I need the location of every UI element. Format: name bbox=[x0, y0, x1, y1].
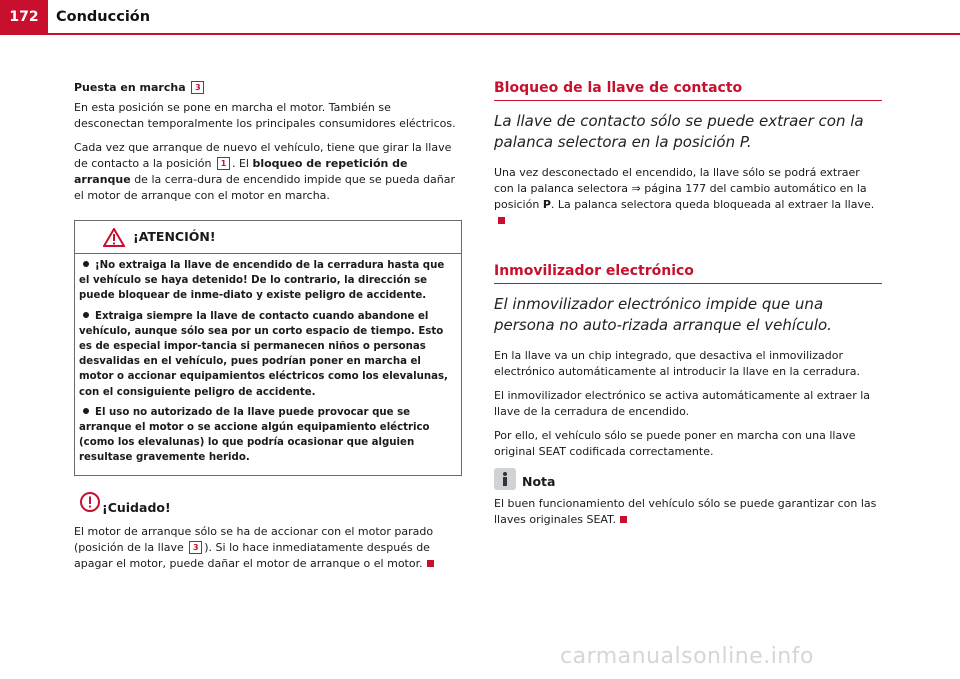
warning-item-text: ¡No extraiga la llave de encendido de la cerradura hasta que el vehículo se haya detenido! De lo contrario, la dirección se puede bloquear de inme-diato y existe peligro de accidente. bbox=[79, 260, 445, 302]
caution-header bbox=[74, 490, 462, 524]
left-column bbox=[74, 80, 462, 580]
position-marker: 3 bbox=[189, 541, 202, 554]
paragraph bbox=[74, 140, 462, 204]
note-header bbox=[494, 468, 882, 496]
warning-triangle-icon bbox=[103, 228, 125, 247]
text-run: El buen funcionamiento del vehículo sólo se puede garantizar con las llaves originales SEAT. bbox=[494, 497, 877, 526]
warning-item bbox=[79, 405, 457, 466]
header-rule bbox=[0, 33, 960, 35]
arrow-icon: ⇒ bbox=[631, 182, 641, 195]
warning-header bbox=[75, 221, 461, 254]
paragraph: En esta posición se pone en marcha el motor. También se desconectan temporalmente los principales consumidores eléctricos. bbox=[74, 101, 456, 130]
section-title: Bloqueo de la llave de contacto bbox=[494, 80, 882, 101]
caution-icon bbox=[80, 492, 100, 512]
section-label-text: Puesta en marcha bbox=[74, 81, 186, 94]
note-text bbox=[494, 496, 882, 528]
chapter-title: Conducción bbox=[56, 9, 151, 25]
position-marker: 1 bbox=[217, 157, 230, 170]
end-of-section-icon bbox=[427, 560, 434, 567]
text-run: Una vez desconectado el encendido, la llave sólo se podrá extraer con la palanca selectora bbox=[494, 166, 860, 195]
bullet-icon bbox=[83, 312, 89, 318]
warning-item-text: Extraiga siempre la llave de contacto cuando abandone el vehículo, aunque sólo sea por un corto espacio de tiempo. Esto es de especial impor-tancia si permanecen niños o personas desvalidas en el vehículo, pues podrían poner en marcha el motor o accionar equipamientos eléctricos como los elevalunas, con el consiguiente peligro de accidente. bbox=[79, 310, 448, 398]
warning-item bbox=[79, 309, 457, 400]
right-column bbox=[494, 80, 882, 536]
info-icon bbox=[494, 468, 516, 490]
bullet-icon bbox=[83, 408, 89, 414]
keyword: P bbox=[542, 198, 551, 211]
warning-body bbox=[75, 254, 461, 475]
paragraph: En la llave va un chip integrado, que desactiva el inmovilizador electrónico automáticamente al introducir la llave en la cerradura. bbox=[494, 349, 860, 378]
end-of-section-icon bbox=[498, 217, 505, 224]
warning-item bbox=[79, 258, 457, 304]
section-lead: El inmovilizador electrónico impide que una persona no auto-rizada arranque el vehículo. bbox=[494, 295, 832, 334]
watermark: carmanualsonline.info bbox=[560, 644, 814, 669]
section-title: Inmovilizador electrónico bbox=[494, 263, 882, 284]
page-number: 172 bbox=[0, 0, 48, 34]
paragraph: Por ello, el vehículo sólo se puede poner en marcha con una llave original SEAT codificada correctamente. bbox=[494, 429, 856, 458]
bullet-icon bbox=[83, 261, 89, 267]
paragraph bbox=[494, 165, 882, 229]
paragraph: El inmovilizador electrónico se activa automáticamente al extraer la llave de la cerradura de encendido. bbox=[494, 389, 871, 418]
position-marker: 3 bbox=[191, 81, 204, 94]
end-of-section-icon bbox=[620, 516, 627, 523]
text-run: de la cerra-dura de encendido impide que se pueda dañar el motor de arranque con el motor en marcha. bbox=[74, 173, 456, 202]
section-label-puesta bbox=[74, 80, 462, 96]
text-run: Cada vez que arranque de nuevo el vehículo, tiene que girar la llave de contacto a la posición bbox=[74, 141, 452, 170]
text-run: . El bbox=[231, 157, 249, 170]
section-lead: La llave de contacto sólo se puede extraer con la palanca selectora en la posición P. bbox=[494, 112, 864, 151]
text-run: El motor de arranque sólo se ha de accionar con el motor parado (posición de la llave bbox=[74, 524, 434, 554]
text-run: ). Si lo hace inmediatamente después de apagar el motor, puede dañar el motor de arranque o el motor. bbox=[74, 540, 430, 570]
warning-item-text: El uso no autorizado de la llave puede provocar que se arranque el motor o se accione algún equipamiento eléctrico (como los elevalunas) lo que podría ocasionar que alguien resultase gravemente herido. bbox=[79, 406, 430, 464]
keyword: bloqueo de repetición de arranque bbox=[74, 157, 408, 186]
warning-title: ¡ATENCIÓN! bbox=[133, 229, 216, 244]
page-reference[interactable]: página 177 del cambio automático en la posición bbox=[494, 182, 867, 211]
note-title: Nota bbox=[522, 474, 556, 489]
caution-text bbox=[74, 524, 462, 572]
warning-box bbox=[74, 220, 462, 476]
text-run: . La palanca selectora queda bloqueada al extraer la llave. bbox=[550, 198, 875, 211]
caution-title: ¡Cuidado! bbox=[102, 499, 171, 515]
